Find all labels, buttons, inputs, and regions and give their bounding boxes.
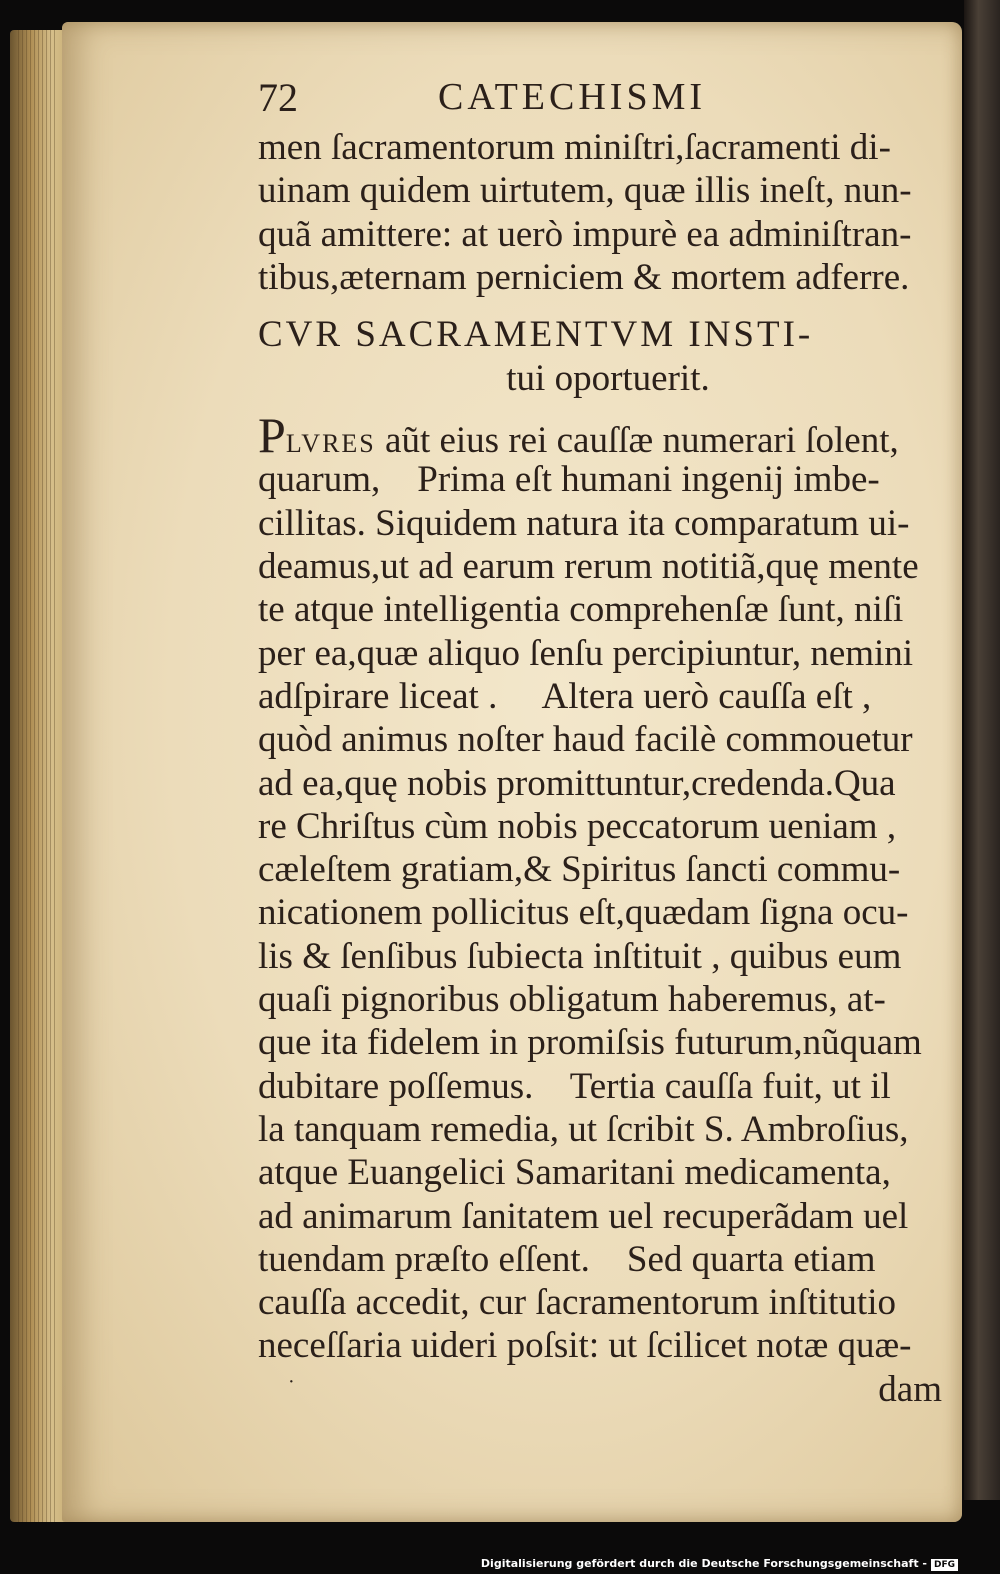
text-line: quã amittere: at uerò impurè ea adminiſtran-	[258, 213, 912, 255]
text-line: neceſſaria uideri poſsit: ut ſcilicet notæ quæ-	[258, 1325, 912, 1367]
text-line: ad animarum ſanitatem uel recuperãdam uel	[258, 1195, 909, 1237]
text-line: deamus,ut ad earum rerum notitiã,quę mente	[258, 546, 919, 588]
section-heading-continued: tui oportuerit.	[506, 358, 710, 400]
text-line: tibus,æternam perniciem & mortem adferre.	[258, 256, 910, 298]
book-page-edges	[10, 30, 70, 1522]
digitization-credit-text: Digitalisierung gefördert durch die Deutsche Forschungsgemeinschaft -	[480, 1557, 927, 1570]
small-caps-word: LVRES	[285, 429, 376, 459]
text-line: per ea,quæ aliquo ſenſu percipiuntur, nemini	[258, 632, 914, 674]
text-line: men ſacramentorum miniſtri,ſacramenti di-	[258, 127, 891, 168]
text-line: cæleſtem gratiam,& Spiritus ſancti commu-	[258, 849, 901, 891]
section-heading: CVR SACRAMENTVM INSTI-	[258, 314, 814, 356]
text-line: re Chriſtus cùm nobis peccatorum ueniam ,	[258, 805, 897, 847]
digitization-credit	[481, 1557, 958, 1571]
text-line: atque Euangelici Samaritani medicamenta,	[258, 1152, 891, 1194]
text-line: nicationem pollicitus eſt,quædam ſigna ocu-	[258, 892, 909, 934]
text-line: tuendam præſto eſſent. Sed quarta etiam	[258, 1238, 876, 1280]
text-line: que ita fidelem in promiſsis futurum,nũquam	[258, 1022, 922, 1064]
text-line: uinam quidem uirtutem, quæ illis ineſt, nun-	[258, 170, 912, 212]
signature-mark-dot: ·	[288, 1371, 295, 1394]
text-line: quòd animus noſter haud facilè commouetur	[258, 719, 913, 761]
text-line: adſpirare liceat . Altera uerò cauſſa eſt ,	[258, 675, 872, 717]
text-line: ad ea,quę nobis promittuntur,credenda.Qua	[258, 762, 896, 804]
running-head: CATECHISMI	[438, 76, 707, 118]
text-line: quarum, Prima eſt humani ingenij imbe-	[258, 459, 880, 501]
first-line-rest: aũt eius rei cauſſæ numerari ſolent,	[375, 420, 899, 462]
scan-background-strip	[964, 0, 1000, 1500]
text-line: te atque intelligentia comprehenſæ ſunt, niſi	[258, 589, 904, 631]
text-line: cillitas. Siquidem natura ita comparatum ui-	[258, 502, 910, 544]
text-line: lis & ſenſibus ſubiecta inſtituit , quibus eum	[258, 935, 902, 977]
dfg-logo: DFG	[931, 1559, 958, 1571]
drop-cap: P	[258, 407, 286, 464]
catchword: dam	[878, 1368, 942, 1410]
page-header	[258, 76, 948, 126]
text-line: cauſſa accedit, cur ſacramentorum inſtitutio	[258, 1282, 896, 1324]
page-text	[258, 76, 948, 1411]
text-line: la tanquam remedia, ut ſcribit S. Ambroſius,	[258, 1108, 909, 1150]
text-line: dubitare poſſemus. Tertia cauſſa fuit, ut il	[258, 1065, 891, 1107]
text-line: quaſi pignoribus obligatum haberemus, at-	[258, 979, 886, 1021]
first-paragraph-line	[258, 407, 948, 464]
page-number: 72	[258, 75, 298, 120]
